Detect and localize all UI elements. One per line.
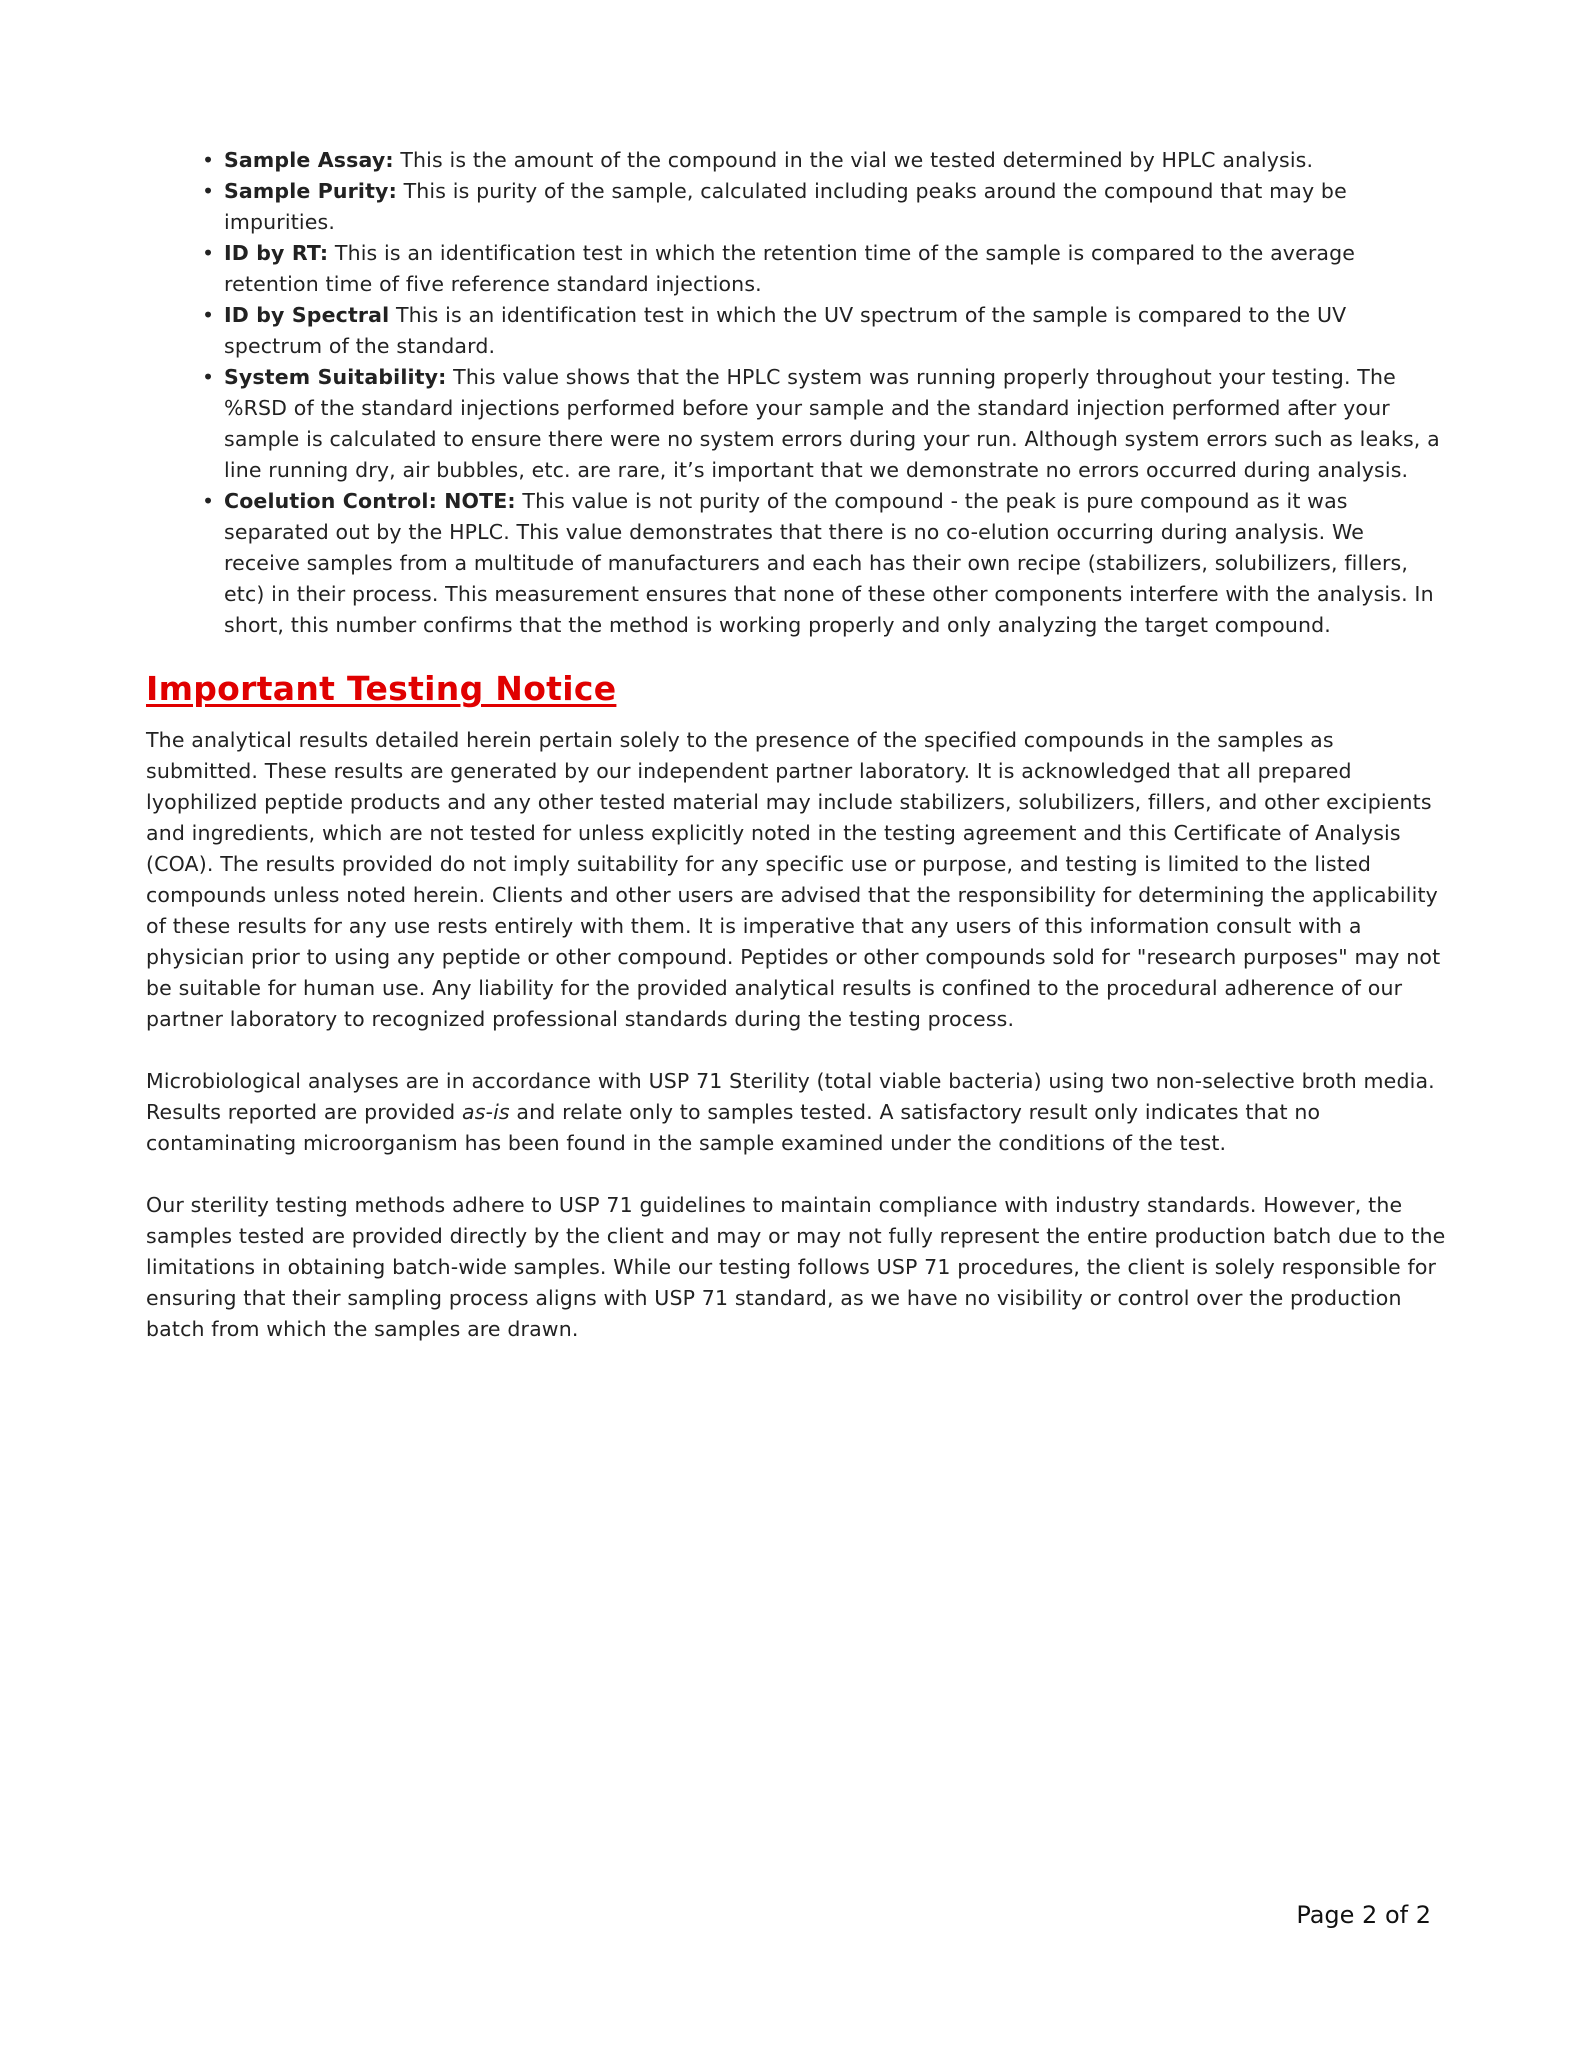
definition-text: This is an identification test in which the UV spectrum of the sample is compared to the UV spectrum of the standard.: [224, 303, 1347, 358]
definition-term: Sample Assay:: [224, 148, 394, 172]
page-number: Page 2 of 2: [1296, 1901, 1431, 1929]
definition-text: This is an identification test in which the retention time of the sample is compared to the average retention time of five reference standard injections.: [224, 241, 1356, 296]
definition-term: ID by Spectral: [224, 303, 390, 327]
definition-text: This value shows that the HPLC system was running properly throughout your testing. The %RSD of the standard injections performed before your sample and the standard injection performed after your sample is calculated to ensure there were no system errors during your run. Although system errors such as leaks, a line running dry, air bubbles, etc. are rare, it’s important that we demonstrate no errors occurred during analysis.: [224, 365, 1440, 482]
definition-term: ID by RT:: [224, 241, 329, 265]
definition-item-id-by-rt: [202, 238, 1446, 300]
definition-term: System Suitability:: [224, 365, 447, 389]
definition-text: This is the amount of the compound in the vial we tested determined by HPLC analysis.: [393, 148, 1314, 172]
page-content: [146, 145, 1446, 1376]
notice-paragraph-microbiological: [146, 1066, 1446, 1159]
notice-heading: Important Testing Notice: [146, 669, 617, 708]
bullet-icon: •: [202, 241, 215, 265]
definition-term: Coelution Control: NOTE:: [224, 489, 516, 513]
bullet-icon: •: [202, 365, 215, 389]
bullet-icon: •: [202, 303, 215, 327]
definition-item-sample-assay: [202, 145, 1446, 176]
definitions-list: [146, 145, 1446, 641]
definition-item-coelution-control: [202, 486, 1446, 641]
notice-paragraph-results: The analytical results detailed herein pertain solely to the presence of the specified compounds in the samples as submitted. These results are generated by our independent partner laboratory. It is acknowledged that all prepared lyophilized peptide products and any other tested material may include stabilizers, solubilizers, fillers, and other excipients and ingredients, which are not tested for unless explicitly noted in the testing agreement and this Certificate of Analysis (COA). The results provided do not imply suitability for any specific use or purpose, and testing is limited to the listed compounds unless noted herein. Clients and other users are advised that the responsibility for determining the applicability of these results for any use rests entirely with them. It is imperative that any users of this information consult with a physician prior to using any peptide or other compound. Peptides or other compounds sold for "research purposes" may not be suitable for human use. Any liability for the provided analytical results is confined to the procedural adherence of our partner laboratory to recognized professional standards during the testing process.: [146, 728, 1441, 1031]
definition-text: This is purity of the sample, calculated including peaks around the compound that may be impurities.: [224, 179, 1347, 234]
paragraph-text: Microbiological analyses are in accordance with USP 71 Sterility (total viable bacteria) using two non-selective broth media. Results reported are provided: [146, 1069, 1435, 1124]
bullet-icon: •: [202, 489, 215, 513]
paragraph-text: and relate only to samples tested. A satisfactory result only indicates that no contaminating microorganism has been found in the sample examined under the conditions of the test.: [146, 1100, 1321, 1155]
definition-item-sample-purity: [202, 176, 1446, 238]
definition-term: Sample Purity:: [224, 179, 397, 203]
definition-text: This value is not purity of the compound - the peak is pure compound as it was separated out by the HPLC. This value demonstrates that there is no co-elution occurring during analysis. We receive samples from a multitude of manufacturers and each has their own recipe (stabilizers, solubilizers, fillers, etc) in their process. This measurement ensures that none of these other components interfere with the analysis. In short, this number confirms that the method is working properly and only analyzing the target compound.: [224, 489, 1434, 637]
bullet-icon: •: [202, 148, 215, 172]
bullet-icon: •: [202, 179, 215, 203]
definition-item-system-suitability: [202, 362, 1446, 486]
notice-paragraph-sterility: Our sterility testing methods adhere to USP 71 guidelines to maintain compliance with industry standards. However, the samples tested are provided directly by the client and may or may not fully represent the entire production batch due to the limitations in obtaining batch-wide samples. While our testing follows USP 71 procedures, the client is solely responsible for ensuring that their sampling process aligns with USP 71 standard, as we have no visibility or control over the production batch from which the samples are drawn.: [146, 1193, 1446, 1341]
definition-item-id-by-spectral: [202, 300, 1446, 362]
paragraph-emphasis: as-is: [461, 1100, 510, 1124]
